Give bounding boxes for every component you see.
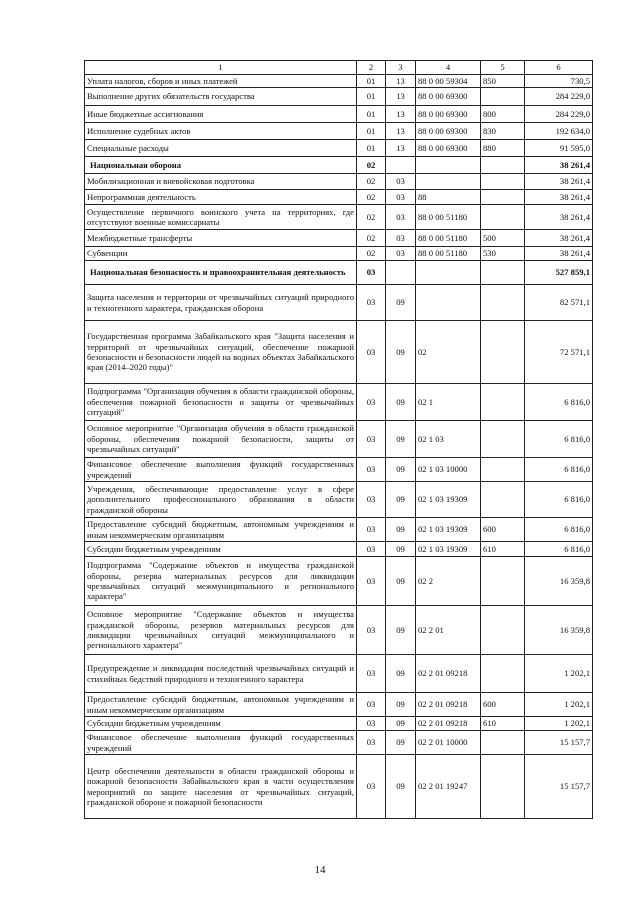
subsection-code-cell: 09 <box>386 557 416 606</box>
expense-type-cell <box>481 384 525 421</box>
expense-type-cell <box>481 157 525 174</box>
target-article-cell: 02 2 01 09218 <box>416 717 481 731</box>
expense-type-cell <box>481 755 525 819</box>
subsection-code-cell: 09 <box>386 655 416 693</box>
amount-cell: 16 359,8 <box>525 557 593 606</box>
target-article-cell: 02 2 01 <box>416 606 481 655</box>
header-cell: 3 <box>386 61 416 75</box>
table-row <box>85 717 593 731</box>
row-name-cell: Национальная оборона <box>85 157 357 174</box>
table-row <box>85 606 593 655</box>
expense-type-cell: 880 <box>481 140 525 157</box>
target-article-cell: 88 0 00 59304 <box>416 75 481 88</box>
amount-cell: 1 202,1 <box>525 693 593 717</box>
row-name-cell: Основное мероприятие "Содержание объектов и имущества гражданской обороны, резервов материальных ресурсов для ликвидации чрезвычайных ситуаций межмуниципального и регионального характера" <box>85 606 357 655</box>
table-row <box>85 421 593 458</box>
amount-cell: 730,5 <box>525 75 593 88</box>
amount-cell: 38 261,4 <box>525 174 593 190</box>
subsection-code-cell: 09 <box>386 717 416 731</box>
subsection-code-cell: 09 <box>386 542 416 557</box>
table-row <box>85 321 593 384</box>
amount-cell: 38 261,4 <box>525 247 593 261</box>
table-row <box>85 261 593 285</box>
section-code-cell: 02 <box>357 205 386 230</box>
expense-type-cell <box>481 205 525 230</box>
row-name-cell: Субсидии бюджетным учреждениям <box>85 717 357 731</box>
table-row <box>85 247 593 261</box>
target-article-cell: 88 0 00 51180 <box>416 205 481 230</box>
subsection-code-cell: 09 <box>386 458 416 482</box>
section-code-cell: 01 <box>357 75 386 88</box>
row-name-cell: Предоставление субсидий бюджетным, автономным учреждениям и иным некоммерческим организациям <box>85 518 357 542</box>
row-name-cell: Субвенции <box>85 247 357 261</box>
target-article-cell: 02 2 01 09218 <box>416 693 481 717</box>
subsection-code-cell: 09 <box>386 321 416 384</box>
section-code-cell: 03 <box>357 693 386 717</box>
table-row <box>85 285 593 321</box>
row-name-cell: Непрограммная деятельность <box>85 190 357 205</box>
row-name-cell: Межбюджетные трансферты <box>85 230 357 247</box>
target-article-cell: 02 <box>416 321 481 384</box>
expense-type-cell <box>481 421 525 458</box>
expense-type-cell <box>481 174 525 190</box>
expense-type-cell <box>481 458 525 482</box>
row-name-cell: Защита населения и территории от чрезвычайных ситуаций природного и техногенного характера, гражданская оборона <box>85 285 357 321</box>
target-article-cell <box>416 261 481 285</box>
row-name-cell: Предупреждение и ликвидация последствий чрезвычайных ситуаций и стихийных бедствий природного и техногенного характера <box>85 655 357 693</box>
expense-type-cell: 800 <box>481 106 525 123</box>
section-code-cell: 03 <box>357 731 386 755</box>
header-cell: 6 <box>525 61 593 75</box>
subsection-code-cell: 09 <box>386 285 416 321</box>
section-code-cell: 01 <box>357 140 386 157</box>
target-article-cell: 88 0 00 51180 <box>416 247 481 261</box>
row-name-cell: Уплата налогов, сборов и иных платежей <box>85 75 357 88</box>
target-article-cell: 88 0 00 69300 <box>416 123 481 140</box>
row-name-cell: Субсидии бюджетным учреждениям <box>85 542 357 557</box>
table-row <box>85 482 593 518</box>
amount-cell: 38 261,4 <box>525 205 593 230</box>
expense-type-cell <box>481 321 525 384</box>
section-code-cell: 01 <box>357 106 386 123</box>
table-row <box>85 88 593 106</box>
target-article-cell: 88 <box>416 190 481 205</box>
expense-type-cell: 610 <box>481 542 525 557</box>
subsection-code-cell: 09 <box>386 482 416 518</box>
target-article-cell: 02 1 <box>416 384 481 421</box>
amount-cell: 15 157,7 <box>525 731 593 755</box>
amount-cell: 6 816,0 <box>525 384 593 421</box>
header-cell: 4 <box>416 61 481 75</box>
section-code-cell: 02 <box>357 174 386 190</box>
section-code-cell: 03 <box>357 384 386 421</box>
row-name-cell: Подпрограмма "Организация обучения в области гражданской обороны, обеспечения пожарной безопасности и защиты от чрезвычайных ситуаций" <box>85 384 357 421</box>
expense-type-cell <box>481 606 525 655</box>
table-row <box>85 518 593 542</box>
section-code-cell: 02 <box>357 157 386 174</box>
target-article-cell <box>416 285 481 321</box>
section-code-cell: 01 <box>357 123 386 140</box>
amount-cell: 284 229,0 <box>525 106 593 123</box>
amount-cell: 38 261,4 <box>525 157 593 174</box>
subsection-code-cell: 13 <box>386 75 416 88</box>
header-cell: 1 <box>85 61 357 75</box>
section-code-cell: 03 <box>357 321 386 384</box>
row-name-cell: Финансовое обеспечение выполнения функций государственных учреждений <box>85 731 357 755</box>
table-row <box>85 731 593 755</box>
target-article-cell: 88 0 00 69300 <box>416 106 481 123</box>
target-article-cell <box>416 174 481 190</box>
subsection-code-cell: 09 <box>386 755 416 819</box>
table-row <box>85 174 593 190</box>
amount-cell: 192 634,0 <box>525 123 593 140</box>
subsection-code-cell: 03 <box>386 230 416 247</box>
amount-cell: 6 816,0 <box>525 458 593 482</box>
expense-type-cell: 530 <box>481 247 525 261</box>
section-code-cell: 03 <box>357 482 386 518</box>
table-row <box>85 693 593 717</box>
expense-type-cell: 600 <box>481 518 525 542</box>
subsection-code-cell: 09 <box>386 606 416 655</box>
subsection-code-cell <box>386 157 416 174</box>
row-name-cell: Иные бюджетные ассигнования <box>85 106 357 123</box>
table-header-row <box>85 61 593 75</box>
section-code-cell: 03 <box>357 557 386 606</box>
section-code-cell: 03 <box>357 458 386 482</box>
subsection-code-cell: 09 <box>386 731 416 755</box>
table-row <box>85 190 593 205</box>
target-article-cell <box>416 157 481 174</box>
amount-cell: 82 571,1 <box>525 285 593 321</box>
table-row <box>85 230 593 247</box>
target-article-cell: 02 1 03 19309 <box>416 518 481 542</box>
section-code-cell: 03 <box>357 542 386 557</box>
table-row <box>85 755 593 819</box>
amount-cell: 1 202,1 <box>525 717 593 731</box>
amount-cell: 15 157,7 <box>525 755 593 819</box>
subsection-code-cell: 13 <box>386 106 416 123</box>
section-code-cell: 03 <box>357 655 386 693</box>
table-row <box>85 655 593 693</box>
table-row <box>85 205 593 230</box>
row-name-cell: Предоставление субсидий бюджетным, автономным учреждениям и иным некоммерческим организациям <box>85 693 357 717</box>
amount-cell: 38 261,4 <box>525 230 593 247</box>
section-code-cell: 03 <box>357 717 386 731</box>
expense-type-cell <box>481 557 525 606</box>
table-row <box>85 384 593 421</box>
table-row <box>85 140 593 157</box>
expense-type-cell: 830 <box>481 123 525 140</box>
header-cell: 5 <box>481 61 525 75</box>
section-code-cell: 02 <box>357 190 386 205</box>
expense-type-cell <box>481 655 525 693</box>
expense-type-cell: 500 <box>481 230 525 247</box>
target-article-cell: 88 0 00 51180 <box>416 230 481 247</box>
table-row <box>85 458 593 482</box>
subsection-code-cell: 03 <box>386 247 416 261</box>
target-article-cell: 02 2 01 19247 <box>416 755 481 819</box>
row-name-cell: Центр обеспечения деятельности в области гражданской обороны и пожарной безопасности Забайкальского края в части осуществления мероприятий по защите населения от чрезвычайных ситуаций, гражданской обороне и пожарной безопасности <box>85 755 357 819</box>
page-number: 14 <box>314 864 326 876</box>
target-article-cell: 02 2 01 09218 <box>416 655 481 693</box>
amount-cell: 91 595,0 <box>525 140 593 157</box>
subsection-code-cell: 03 <box>386 174 416 190</box>
subsection-code-cell: 13 <box>386 140 416 157</box>
target-article-cell: 02 2 01 10000 <box>416 731 481 755</box>
table-row <box>85 557 593 606</box>
amount-cell: 72 571,1 <box>525 321 593 384</box>
subsection-code-cell: 09 <box>386 384 416 421</box>
section-code-cell: 02 <box>357 247 386 261</box>
table-row <box>85 157 593 174</box>
subsection-code-cell <box>386 261 416 285</box>
target-article-cell: 02 1 03 19309 <box>416 482 481 518</box>
subsection-code-cell: 09 <box>386 693 416 717</box>
row-name-cell: Государственная программа Забайкальского края "Защита населения и территорий от чрезвычайных ситуаций, обеспечение пожарной безопасности и безопасности людей на водных объектах Забайкальского края (2014–2020 годы)" <box>85 321 357 384</box>
target-article-cell: 02 2 <box>416 557 481 606</box>
subsection-code-cell: 13 <box>386 88 416 106</box>
target-article-cell: 88 0 00 69300 <box>416 140 481 157</box>
subsection-code-cell: 13 <box>386 123 416 140</box>
section-code-cell: 03 <box>357 285 386 321</box>
amount-cell: 1 202,1 <box>525 655 593 693</box>
amount-cell: 38 261,4 <box>525 190 593 205</box>
expense-type-cell <box>481 88 525 106</box>
amount-cell: 6 816,0 <box>525 421 593 458</box>
section-code-cell: 01 <box>357 88 386 106</box>
target-article-cell: 02 1 03 <box>416 421 481 458</box>
amount-cell: 527 859,1 <box>525 261 593 285</box>
row-name-cell: Основное мероприятие "Организация обучения в области гражданской обороны, обеспечения пожарной безопасности, защиты от чрезвычайных ситуаций" <box>85 421 357 458</box>
target-article-cell: 88 0 00 69300 <box>416 88 481 106</box>
budget-table <box>84 60 593 819</box>
expense-type-cell <box>481 731 525 755</box>
section-code-cell: 03 <box>357 755 386 819</box>
section-code-cell: 03 <box>357 518 386 542</box>
expense-type-cell <box>481 482 525 518</box>
row-name-cell: Специальные расходы <box>85 140 357 157</box>
row-name-cell: Подпрограмма "Содержание объектов и имущества гражданской обороны, резерва материальных ресурсов для ликвидации чрезвычайных ситуаций межмуниципального и регионального характера" <box>85 557 357 606</box>
amount-cell: 6 816,0 <box>525 542 593 557</box>
row-name-cell: Выполнение других обязательств государства <box>85 88 357 106</box>
subsection-code-cell: 03 <box>386 205 416 230</box>
amount-cell: 284 229,0 <box>525 88 593 106</box>
section-code-cell: 03 <box>357 261 386 285</box>
amount-cell: 6 816,0 <box>525 518 593 542</box>
expense-type-cell: 850 <box>481 75 525 88</box>
table-row <box>85 542 593 557</box>
subsection-code-cell: 09 <box>386 421 416 458</box>
expense-type-cell <box>481 190 525 205</box>
expense-type-cell <box>481 261 525 285</box>
expense-type-cell <box>481 285 525 321</box>
amount-cell: 6 816,0 <box>525 482 593 518</box>
table-row <box>85 123 593 140</box>
row-name-cell: Мобилизационная и вневойсковая подготовка <box>85 174 357 190</box>
row-name-cell: Осуществление первичного воинского учета на территориях, где отсутствуют военные комиссариаты <box>85 205 357 230</box>
table-row <box>85 75 593 88</box>
subsection-code-cell: 03 <box>386 190 416 205</box>
header-cell: 2 <box>357 61 386 75</box>
target-article-cell: 02 1 03 19309 <box>416 542 481 557</box>
row-name-cell: Исполнение судебных актов <box>85 123 357 140</box>
expense-type-cell: 610 <box>481 717 525 731</box>
expense-type-cell: 600 <box>481 693 525 717</box>
target-article-cell: 02 1 03 10000 <box>416 458 481 482</box>
table-row <box>85 106 593 123</box>
section-code-cell: 03 <box>357 606 386 655</box>
section-code-cell: 02 <box>357 230 386 247</box>
subsection-code-cell: 09 <box>386 518 416 542</box>
amount-cell: 16 359,8 <box>525 606 593 655</box>
row-name-cell: Национальная безопасность и правоохранительная деятельность <box>85 261 357 285</box>
row-name-cell: Финансовое обеспечение выполнения функций государственных учреждений <box>85 458 357 482</box>
row-name-cell: Учреждения, обеспечивающие предоставление услуг в сфере дополнительного профессионального образования в области гражданской обороны <box>85 482 357 518</box>
section-code-cell: 03 <box>357 421 386 458</box>
